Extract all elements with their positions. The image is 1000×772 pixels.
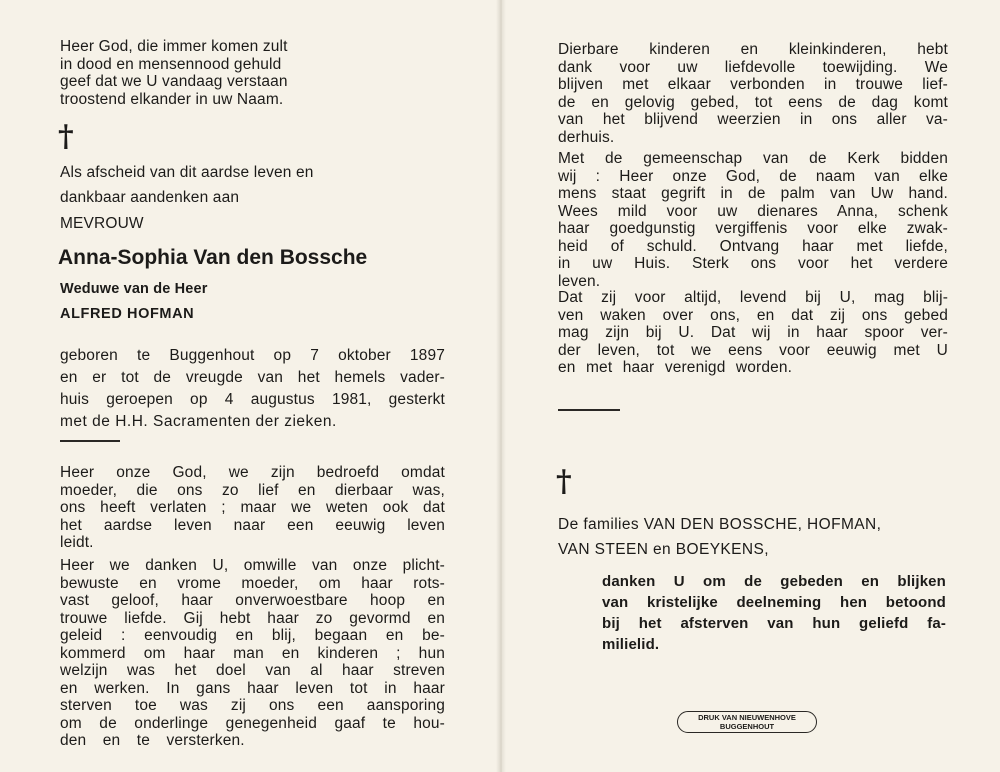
text-line: sterven toe was zij ons een aansporing <box>60 697 445 714</box>
text-line: en met haar verenigd worden. <box>558 359 793 376</box>
text-line: De families VAN DEN BOSSCHE, HOFMAN, <box>558 516 882 533</box>
printer-stamp <box>677 711 817 733</box>
text-line: dankbaar aandenken aan <box>60 189 240 206</box>
text-line: der leven, tot we eens voor eeuwig met U <box>558 341 948 359</box>
church-prayer-paragraph <box>558 150 948 290</box>
text-line: moeder, die ons zo lief en dierbaar was, <box>60 481 445 499</box>
text-line: Heer we danken U, omwille van onze plicht- <box>60 557 445 574</box>
text-line: VAN STEEN en BOEYKENS, <box>558 541 769 558</box>
text-line: van kristelijke deelneming hen betoond <box>602 594 946 611</box>
text-line: Met de gemeenschap van de Kerk bidden <box>558 150 948 167</box>
text-line: leidt. <box>60 534 94 551</box>
text-line: haar goedgunstig vergiffenis voor elke zwak- <box>558 220 948 237</box>
text-line: wij : Heer onze God, de naam van elke <box>558 167 948 185</box>
text-line: heid of schuld. Ontvang haar met liefde, <box>558 237 948 255</box>
text-line: het aardse leven naar een eeuwig leven <box>60 516 445 534</box>
birth-death-info <box>60 345 445 433</box>
printer-location: BUGGENHOUT <box>719 722 775 731</box>
deceased-name: Anna-Sophia Van den Bossche <box>58 246 368 269</box>
text-line: in dood en mensennood gehuld <box>60 55 282 73</box>
text-line: ven waken over ons, en dat zij ons gebed <box>558 306 948 324</box>
text-line: den en te versterken. <box>60 732 245 749</box>
text-line: mag zijn bij U. Dat wij in haar spoor ver- <box>558 324 948 341</box>
text-line: met de H.H. Sacramenten der zieken. <box>60 413 337 430</box>
text-line: derhuis. <box>558 128 615 146</box>
cross-icon: † <box>58 119 74 154</box>
text-line: vast geloof, haar onverwoestbare hoop en <box>60 592 445 609</box>
text-line: de en gelovig gebed, tot eens de dag komt <box>558 93 948 111</box>
eternal-paragraph <box>558 289 948 377</box>
text-line: geef dat we U vandaag verstaan <box>60 73 288 90</box>
text-line: Heer God, die immer komen zult <box>60 38 288 55</box>
text-line: troostend elkander in uw Naam. <box>60 90 284 108</box>
thanks-paragraph <box>558 41 948 146</box>
text-line: welzijn was het doel van al haar streven <box>60 662 445 679</box>
text-line: trouwe liefde. Gij hebt haar zo gevormd en <box>60 609 445 627</box>
text-line: bij het afsterven van hun geliefd fa- <box>602 615 946 632</box>
divider <box>558 409 620 411</box>
families-text <box>558 512 938 562</box>
text-line: Als afscheid van dit aardse leven en <box>60 164 314 181</box>
text-line: danken U om de gebeden en blijken <box>602 573 946 590</box>
text-line: ons heeft verlaten ; maar we weten ook dat <box>60 499 445 516</box>
text-line: Heer onze God, we zijn bedroefd omdat <box>60 464 445 481</box>
husband-name: ALFRED HOFMAN <box>60 306 195 322</box>
text-line: kommerd om haar man en kinderen ; hun <box>60 644 445 662</box>
text-line: en er tot de vreugde van het hemels vader- <box>60 369 445 386</box>
text-line: om de onderlinge genegenheid gaaf te hou- <box>60 714 445 732</box>
cross-icon: † <box>556 464 572 499</box>
text-line: blijven met elkaar verbonden in trouwe lief- <box>558 76 948 93</box>
title-mevrouw: MEVROUW <box>60 215 144 232</box>
text-line: van het blijvend weerzien in ons aller va- <box>558 111 948 128</box>
farewell-text <box>60 160 370 210</box>
divider <box>60 440 120 442</box>
text-line: Dat zij voor altijd, levend bij U, mag blij- <box>558 289 948 306</box>
text-line: mens staat gegrift in de palm van Uw hand. <box>558 185 948 202</box>
text-line: Wees mild voor uw dienares Anna, schenk <box>558 202 948 220</box>
widow-of: Weduwe van de Heer <box>60 281 208 297</box>
text-line: milielid. <box>602 636 660 653</box>
text-line: in uw Huis. Sterk ons voor het verdere <box>558 255 948 272</box>
text-line: en werken. In gans haar leven tot in haar <box>60 679 445 697</box>
acknowledgement-text <box>602 571 946 655</box>
printer-name: DRUK VAN NIEUWENHOVE <box>698 713 796 722</box>
prayer-paragraph-1 <box>60 464 445 552</box>
text-line: leven. <box>558 272 601 290</box>
prayer-paragraph-2 <box>60 557 445 750</box>
text-line: Dierbare kinderen en kleinkinderen, hebt <box>558 41 948 58</box>
text-line: bewuste en vrome moeder, om haar rots- <box>60 574 445 592</box>
text-line: geleid : eenvoudig en blij, begaan en be- <box>60 627 445 644</box>
text-line: dank voor uw liefdevolle toewijding. We <box>558 58 948 76</box>
text-line: huis geroepen op 4 augustus 1981, gesterkt <box>60 391 445 408</box>
opening-prayer <box>60 38 365 108</box>
text-line: geboren te Buggenhout op 7 oktober 1897 <box>60 347 445 364</box>
right-page <box>500 0 1000 772</box>
